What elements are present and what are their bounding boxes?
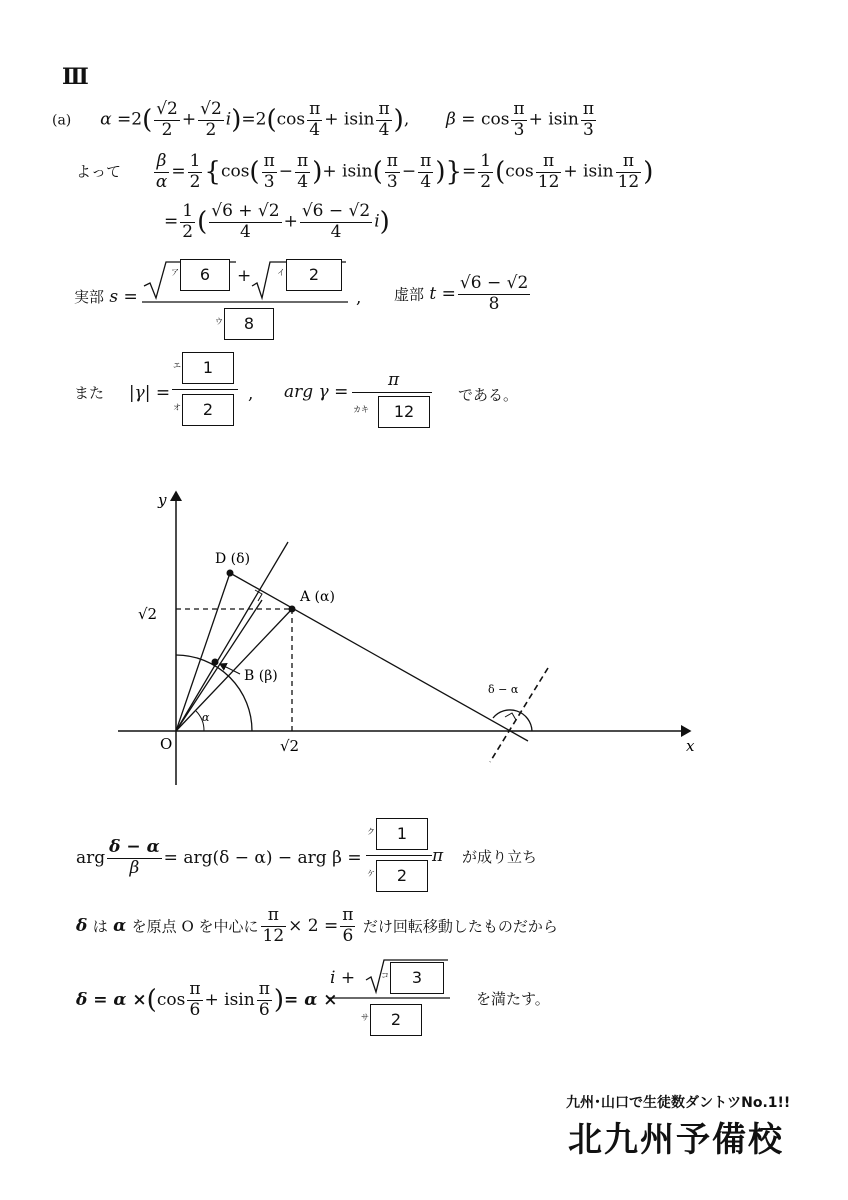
part-a-label: (a) [52, 112, 72, 129]
origin-label: O [160, 735, 173, 753]
footer-school-logo: 北九州予備校 [568, 1120, 784, 1160]
x-axis-label: x [686, 737, 695, 755]
arg-gamma-label: arg γ = [284, 382, 349, 402]
final-fraction: i + コ 3 サ 2 [326, 958, 452, 1038]
answer-box-sa[interactable]: サ 2 [370, 1004, 422, 1036]
abs-gamma-fraction [170, 352, 240, 428]
answer-box-kaki[interactable]: カキ 12 [378, 396, 430, 428]
point-b-dot [212, 659, 219, 666]
answer-box-a[interactable]: ア 6 [180, 259, 230, 291]
establish-text: が成り立ち [462, 848, 538, 866]
ray-delta [176, 573, 230, 731]
right-angle-mark-x [505, 713, 516, 720]
final-equation: δ = α ×(cos $\frac{\pi}{6}$ + isin $\frac{\pi}{6}$ )= α × [76, 979, 338, 1020]
arg-equation: arg $\frac{\delta - \alpha}{\beta}$ = arg(δ − α) − arg β = [76, 837, 362, 878]
angle-alpha-label: α [202, 711, 210, 724]
answer-box-ko[interactable]: コ 3 [390, 962, 444, 994]
answer-box-ku[interactable]: ク 1 [376, 818, 428, 850]
coordinate-figure [0, 470, 848, 800]
answer-box-i[interactable]: イ 2 [286, 259, 342, 291]
point-a-label: A (α) [300, 589, 335, 605]
sqrt2-x-label: √2 [280, 737, 300, 755]
rotation-line: δ は α を原点 O を中心に $\frac{\pi}{12}$ × 2 = $\frac{\pi}{6}$ だけ回転移動したものだから [76, 905, 558, 946]
satisfies-text: を満たす。 [476, 990, 550, 1008]
y-axis-label: y [158, 491, 167, 509]
part-a-line: (a) α =2( $\frac{√2}{2}$ + $\frac{√2}{2}$ i)=2(cos $\frac{\pi}{4}$ + isin $\frac{\pi}{4}$ ), β = cos $\frac{\pi}{3}$ + isin $\frac{\pi}{3}$ [52, 99, 594, 140]
answer-box-u[interactable]: ウ 8 [224, 308, 274, 340]
imag-part: 虚部 t = $\frac{√6 - √2}{8}$ [394, 273, 529, 314]
point-a-dot [289, 606, 296, 613]
point-d-label: D (δ) [215, 551, 251, 567]
delta-minus-alpha-label: δ − α [488, 683, 519, 696]
line-da [230, 573, 528, 741]
section-title: Ⅲ [62, 64, 89, 90]
real-part-label: 実部 s = [74, 287, 138, 307]
yotte-label: よって [76, 162, 122, 181]
answer-box-o[interactable]: オ 2 [182, 394, 234, 426]
dearu-text: である。 [458, 386, 519, 404]
sqrt2-y-label: √2 [138, 605, 158, 623]
mata-label: また |γ| = [74, 383, 171, 403]
answer-box-ke[interactable]: ケ 2 [376, 860, 428, 892]
arg-gamma-fraction: π カキ 12 [352, 370, 436, 432]
real-part-fraction: ア 6 + イ 2 ウ 8 [140, 256, 350, 346]
step1-line: よって $\frac{\beta}{\alpha}$ = $\frac{1}{2}$ {cos( $\frac{\pi}{3}$ − $\frac{\pi}{4}$ )+ isin( $\frac{\pi}{3}$ − $\frac{\pi}{4}$ )}= $\frac{1}{2}$ (cos $\frac{\pi}{12}$ + isin $\frac{\pi}{12}$ ) [76, 151, 654, 192]
step2-line: = $\frac{1}{2}$ ( $\frac{√6 + √2}{4}$ + $\frac{√6 - √2}{4}$ i) [164, 201, 390, 242]
answer-box-e[interactable]: エ 1 [182, 352, 234, 384]
arg-fraction [364, 818, 436, 894]
footer-tagline: 九州･山口で生徒数ダントツNo.1!! [566, 1095, 791, 1111]
point-b-pointer [220, 664, 240, 674]
point-d-dot [227, 570, 234, 577]
point-b-label: B (β) [244, 668, 278, 684]
